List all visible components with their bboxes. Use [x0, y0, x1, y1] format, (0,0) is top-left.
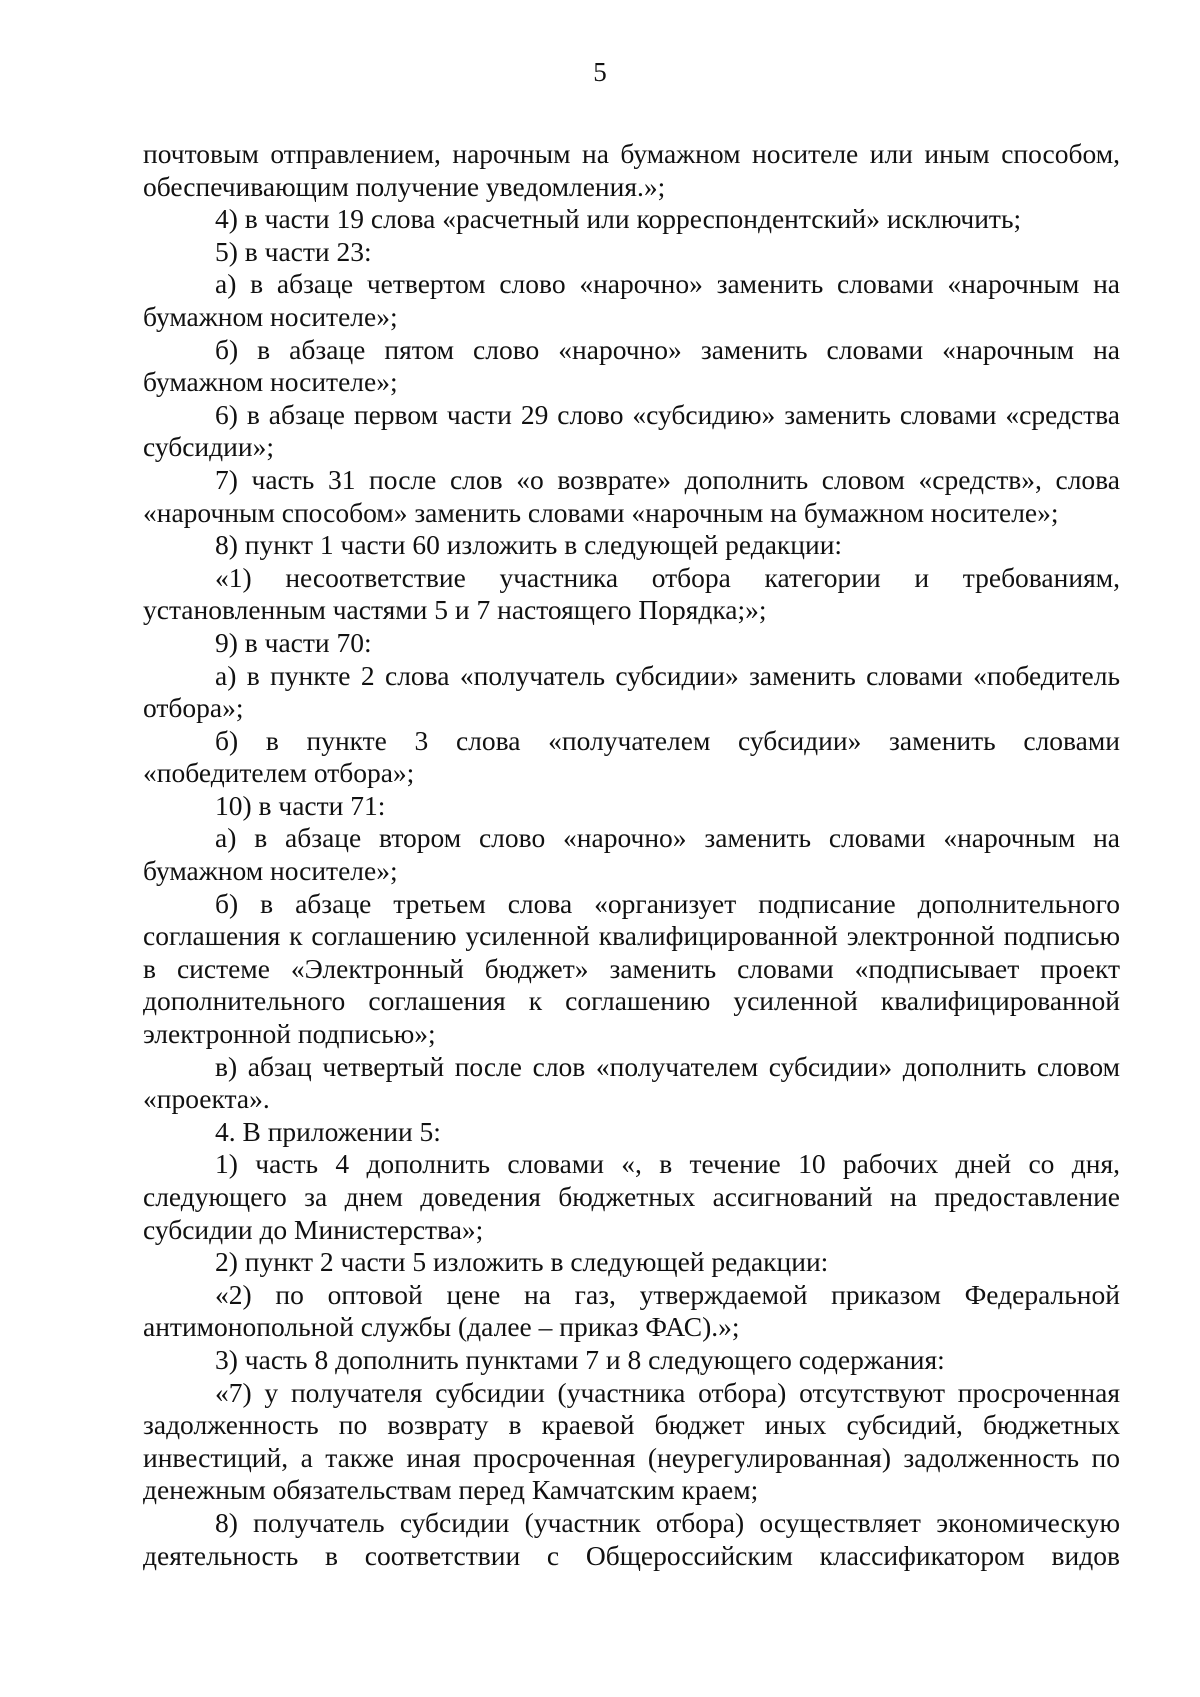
paragraph-section-4-item-3-point-7: «7) у получателя субсидии (участника отбора) отсутствуют просроченная задолженность по возврату в краевой бюджет иных субсидий, бюджетных инвестиций, а также иная просроченная (неурегулированная) задолженность по денежным обязательствам перед Камчатским краем; [143, 1376, 1120, 1506]
paragraph-item-8-text: «1) несоответствие участника отбора категории и требованиям, установленным частями 5 и 7 настоящего Порядка;»; [143, 561, 1120, 626]
paragraph-item-10b: б) в абзаце третьем слова «организует подписание дополнительного соглашения к соглашению усиленной квалифицированной электронной подписью в системе «Электронный бюджет» заменить словами «подписывает проект дополнительного соглашения к соглашению усиленной квалифицированной электронной подписью»; [143, 887, 1120, 1050]
paragraph-item-10v: в) абзац четвертый после слов «получателем субсидии» дополнить словом «проекта». [143, 1050, 1120, 1115]
paragraph-item-5: 5) в части 23: [215, 235, 372, 267]
document-body [143, 138, 1120, 1572]
paragraph-item-10a: а) в абзаце втором слово «нарочно» заменить словами «нарочным на бумажном носителе»; [143, 822, 1120, 887]
paragraph-item-8: 8) пункт 1 части 60 изложить в следующей редакции: [215, 529, 843, 561]
paragraph-item-9a: а) в пункте 2 слова «получатель субсидии» заменить словами «победитель отбора»; [143, 659, 1120, 724]
paragraph-continuation: почтовым отправлением, нарочным на бумажном носителе или иным способом, обеспечивающим получение уведомления.»; [143, 138, 1120, 202]
paragraph-item-5a: а) в абзаце четвертом слово «нарочно» заменить словами «нарочным на бумажном носителе»; [143, 268, 1120, 332]
paragraph-item-5b: б) в абзаце пятом слово «нарочно» заменить словами «нарочным на бумажном носителе»; [143, 333, 1120, 398]
paragraph-section-4-item-3: 3) часть 8 дополнить пунктами 7 и 8 следующего содержания: [215, 1343, 945, 1375]
paragraph-item-9: 9) в части 70: [215, 626, 372, 658]
paragraph-item-6: 6) в абзаце первом части 29 слово «субсидию» заменить словами «средства субсидии»; [143, 398, 1120, 463]
paragraph-section-4-item-1: 1) часть 4 дополнить словами «, в течение 10 рабочих дней со дня, следующего за днем доведения бюджетных ассигнований на предоставление субсидии до Министерства»; [143, 1148, 1120, 1245]
page-number: 5 [593, 57, 607, 87]
paragraph-section-4: 4. В приложении 5: [215, 1115, 441, 1147]
paragraph-item-7: 7) часть 31 после слов «о возврате» дополнить словом «средств», слова «нарочным способом» заменить словами «нарочным на бумажном носителе»; [143, 463, 1120, 528]
paragraph-item-4: 4) в части 19 слова «расчетный или корреспондентский» исключить; [215, 203, 1022, 235]
paragraph-section-4-item-2-text: «2) по оптовой цене на газ, утверждаемой приказом Федеральной антимонопольной службы (далее – приказ ФАС).»; [143, 1278, 1120, 1343]
paragraph-item-10: 10) в части 71: [215, 789, 386, 821]
paragraph-section-4-item-2: 2) пункт 2 части 5 изложить в следующей редакции: [215, 1246, 829, 1278]
paragraph-section-4-item-3-point-8: 8) получатель субсидии (участник отбора) осуществляет экономическую деятельность в соответствии с Общероссийским классификатором видов [143, 1506, 1120, 1571]
paragraph-item-9b: б) в пункте 3 слова «получателем субсидии» заменить словами «победителем отбора»; [143, 724, 1120, 789]
